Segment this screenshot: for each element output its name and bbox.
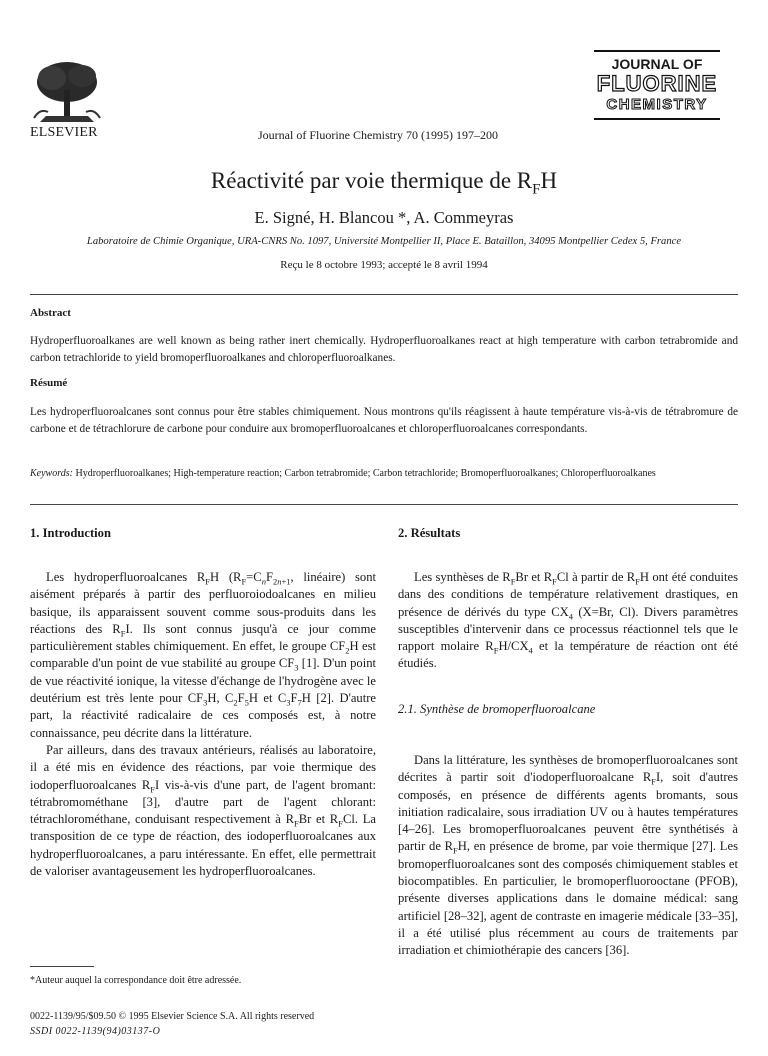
introduction-body: Les hydroperfluoroalcanes $R_FH$ ($R_F=C_nF_{2n+1}$, linéaire) sont aisément préparés à partir des perfluoroiodoalcanes en milieu basique, ils apparaissent souvent comme sous-produits dans les réactions des $R_FI$. Ils sont connus jusqu'à ce jour comme particulièrement stables chimiquement. En effet, le groupe $CF_2H$ est comparable d'un point de vue stabilité au groupe $CF_3$ [1]. D'un point de vue réactivité ionique, la vitesse d'échange de l'hydrogène avec le deutérium est très lente pour $CF_3H$, $C_2F_5H$ et $C_3F_7H$ [2]. D'autre part, la réactivité radicalaire de ces composés est, à notre connaissance, peu décrite dans la littérature. Par ailleurs, dans des travaux antérieurs, réalisés au laboratoire, il a été mis en évidence des réactions, par voie thermique des iodoperfluoroalcanes $R_FI$ vis-à-vis d'une part, de l'agent bromant: tétrabromométhane [3], d'autre part de l'agent chlorant: tétrachlorométhane, conduisant respectivement à $R_FBr$ et $R_FCl$. La transposition de ce type de réaction, des iodoperfluoroalcanes aux hydroperfluoroalcanes, a paru intéressante. En effet, elle permettrait de valoriser avantageusement les hydroperfluoroalcanes. <box>30 570 377 879</box>
resultats-body: Les synthèses de $R_FBr$ et $R_FCl$ à partir de $R_FH$ ont été conduites dans des conditions de température relativement drastiques, en présence de dérivés du type $CX_4$ (X=Br, Cl). Divers paramètres susceptibles d'intervenir dans ce processus réactionnel tels que le rapport molaire $R_FH/CX_4$ et la température de réaction ont été étudiés. <box>398 570 738 671</box>
keywords-label: Keywords: <box>30 468 73 479</box>
footnote-divider <box>30 966 94 967</box>
resume-heading: Résumé <box>30 377 68 389</box>
keywords-text: Hydroperfluoroalkanes; High-temperature reaction; Carbon tetrabromide; Carbon tetrachloride; Bromoperfluoroalkanes; Chloroperfluoroalkanes <box>75 468 656 479</box>
abstract-text: Hydroperfluoroalkanes are well known as being rather inert chemically. Hydroperfluoroalkanes react at high temperature with carbon tetrabromide and carbon tetrachloride to yield bromoperfluoroalkanes and chloroperfluoroalkanes. <box>30 335 738 365</box>
authors: E. Signé, H. Blancou *, A. Commeyras <box>254 208 514 227</box>
elsevier-tree-logo <box>30 58 104 128</box>
divider <box>30 504 738 505</box>
resume-text: Les hydroperfluoroalcanes sont connus pour être stables chimiquement. Nous montrons qu'ils réagissent à haute température vis-à-vis de tétrabromure de carbone et de tétrachlorure de carbone pour conduire aux bromoperfluoroalcanes et chloroperfluoroalcanes correspondants. <box>30 406 738 436</box>
journal-logo-line-1: JOURNAL OF <box>611 56 703 72</box>
section-heading-resultats: 2. Résultats <box>398 526 461 540</box>
subsection-heading: 2.1. Synthèse de bromoperfluoroalcane <box>398 702 596 716</box>
article-title: Réactivité par voie thermique de $R_FH$ <box>210 168 558 198</box>
journal-citation: Journal of Fluorine Chemistry 70 (1995) 197–200 <box>258 128 498 142</box>
divider <box>30 294 738 295</box>
affiliation: Laboratoire de Chimie Organique, URA-CNRS No. 1097, Université Montpellier II, Place E. Bataillon, 34095 Montpellier Cedex 5, France <box>86 236 682 247</box>
received-dates: Reçu le 8 octobre 1993; accepté le 8 avril 1994 <box>280 259 488 271</box>
abstract-heading: Abstract <box>30 307 71 319</box>
journal-logo <box>590 50 724 154</box>
keywords <box>30 467 738 481</box>
journal-logo-line-3: CHEMISTRY <box>606 96 708 113</box>
subsection-body: Dans la littérature, les synthèses de bromoperfluoroalcanes sont décrites à partir soit d'iodoperfluoroalcane $R_FI$, soit d'autres composés, en présence de différents agents bromants, sous initiation radicalaire, sous irradiation UV ou à hautes températures [4–26]. Les bromoperfluoroalcanes peuvent être synthétisés à partir de $R_FH$, en présence de brome, par voie thermique [27]. Les bromoperfluoroalcanes sont des composés chimiquement stables et biocompatibles. En particulier, le bromoperfluorooctane (PFOB), présente diverses applications dans le domaine médical: sang artificiel [28–32], agent de contraste en imagerie médicale [33–35], il a été utilisé plus récemment au cours de traitements par irradiation et chimiothérapie des cancers [36]. <box>398 753 738 958</box>
section-heading-introduction: 1. Introduction <box>30 526 111 540</box>
copyright-line: 0022-1139/95/$09.50 © 1995 Elsevier Science S.A. All rights reserved <box>30 1011 315 1022</box>
ssdi-line: SSDI 0022-1139(94)03137-O <box>30 1026 161 1037</box>
publisher-name: ELSEVIER <box>30 125 98 140</box>
journal-logo-line-2: FLUORINE <box>596 71 718 96</box>
footnote: *Auteur auquel la correspondance doit être adressée. <box>30 975 242 986</box>
